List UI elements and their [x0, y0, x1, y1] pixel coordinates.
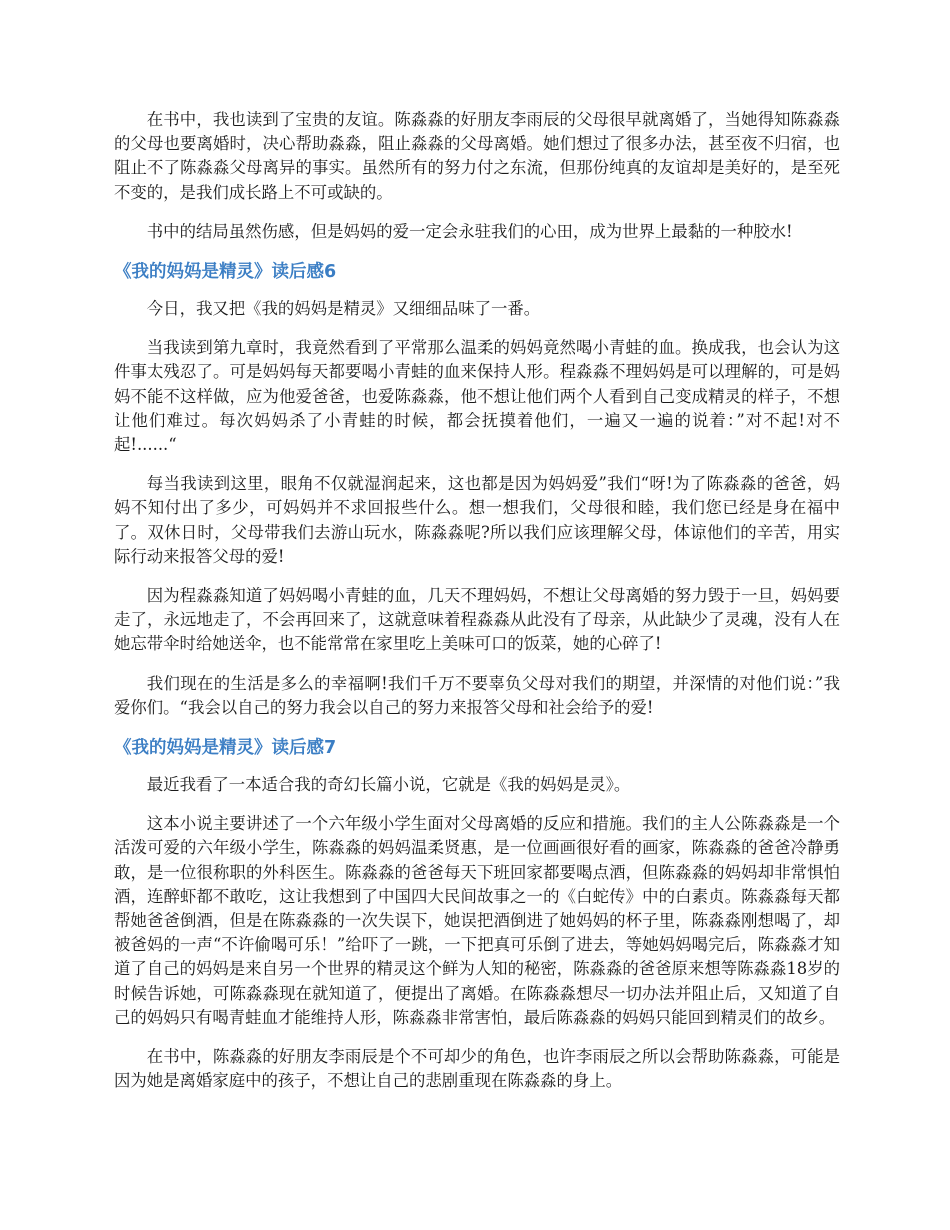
paragraph: 最近我看了一本适合我的奇幻长篇小说，它就是《我的妈妈是灵》。 [146, 775, 631, 795]
section-heading: 《我的妈妈是精灵》读后感7 [114, 738, 337, 759]
paragraph: 当我读到第九章时，我竟然看到了平常那么温柔的妈妈竟然喝小青蛙的血。换成我，也会认为这件事太残忍了。可是妈妈每天都要喝小青蛙的血来保持人形。程淼淼不理妈妈是可以理解的，可是妈妈不能不这样做，应为他爱爸爸，也爱陈淼淼，他不想让他们两个人看到自己变成精灵的样子，不想让他们难过。每次妈妈杀了小青蛙的时候，都会抚摸着他们，一遍又一遍的说着：”对不起!对不起!......“ [114, 338, 840, 455]
paragraph: 我们现在的生活是多么的幸福啊!我们千万不要辜负父母对我们的期望，并深情的对他们说：”我爱你们。“我会以自己的努力我会以自己的努力来报答父母和社会给予的爱! [114, 673, 840, 717]
paragraph: 书中的结局虽然伤感，但是妈妈的爱一定会永驻我们的心田，成为世界上最黏的一种胶水! [146, 221, 793, 241]
paragraph: 在书中，陈淼淼的好朋友李雨辰是个不可却少的角色，也许李雨辰之所以会帮助陈淼淼，可能是因为她是离婚家庭中的孩子，不想让自己的悲剧重现在陈淼淼的身上。 [114, 1047, 840, 1091]
paragraph: 每当我读到这里，眼角不仅就湿润起来，这也都是因为妈妈爱”我们“呀!为了陈淼淼的爸爸，妈妈不知付出了多少，可妈妈并不求回报些什么。想一想我们，父母很和睦，我们您已经是身在福中了。双休日时，父母带我们去游山玩水，陈淼淼呢?所以我们应该理解父母，体谅他们的辛苦，用实际行动来报答父母的爱! [114, 474, 840, 566]
section-heading: 《我的妈妈是精灵》读后感6 [114, 262, 337, 283]
document-page [114, 108, 840, 1109]
paragraph: 这本小说主要讲述了一个六年级小学生面对父母离婚的反应和措施。我们的主人公陈淼淼是一个活泼可爱的六年级小学生，陈淼淼的妈妈温柔贤惠，是一位画画很好看的画家，陈淼淼的爸爸冷静勇敢，是一位很称职的外科医生。陈淼淼的爸爸每天下班回家都要喝点酒，但陈淼淼的妈妈却非常惧怕酒，连醉虾都不敢吃，这让我想到了中国四大民间故事之一的《白蛇传》中的白素贞。陈淼淼每天都帮她爸爸倒酒，但是在陈淼淼的一次失误下，她误把酒倒进了她妈妈的杯子里，陈淼淼刚想喝了，却被爸妈的一声“不许偷喝可乐！”给吓了一跳，一下把真可乐倒了进去，等她妈妈喝完后，陈淼淼才知道了自己的妈妈是来自另一个世界的精灵这个鲜为人知的秘密，陈淼淼的爸爸原来想等陈淼淼18岁的时候告诉她，可陈淼淼现在就知道了，便提出了离婚。在陈淼淼想尽一切办法并阻止后，又知道了自己的妈妈只有喝青蛙血才能维持人形，陈淼淼非常害怕，最后陈淼淼的妈妈只能回到精灵们的故乡。 [114, 814, 840, 1027]
paragraph: 在书中，我也读到了宝贵的友谊。陈淼淼的好朋友李雨辰的父母很早就离婚了，当她得知陈淼淼的父母也要离婚时，决心帮助淼淼，阻止淼淼的父母离婚。她们想过了很多办法，甚至夜不归宿，也阻止不了陈淼淼父母离异的事实。虽然所有的努力付之东流，但那份纯真的友谊却是美好的，是至死不变的，是我们成长路上不可或缺的。 [114, 110, 840, 202]
paragraph: 因为程淼淼知道了妈妈喝小青蛙的血，几天不理妈妈，不想让父母离婚的努力毁于一旦，妈妈要走了，永远地走了，不会再回来了，这就意味着程淼淼从此没有了母亲，从此缺少了灵魂，没有人在她忘带伞时给她送伞，也不能常常在家里吃上美味可口的饭菜，她的心碎了! [114, 586, 840, 654]
paragraph: 今日，我又把《我的妈妈是精灵》又细细品味了一番。 [146, 299, 541, 319]
